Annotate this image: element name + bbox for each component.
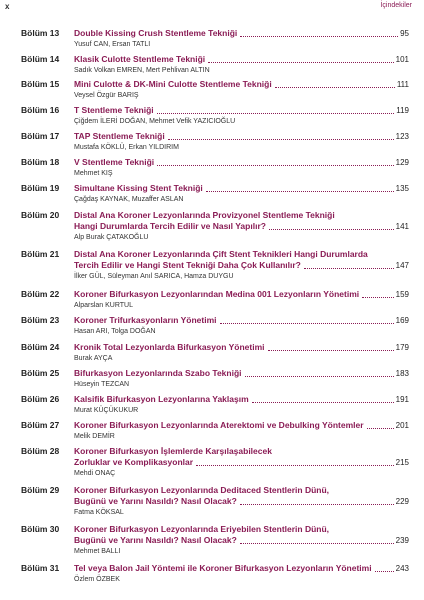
page-reference[interactable]: 129 bbox=[395, 158, 409, 167]
chapter-title-line[interactable]: Kalsifik Bifurkasyon Lezyonlarına Yaklaşım bbox=[74, 394, 249, 404]
page-reference[interactable]: 119 bbox=[396, 106, 409, 115]
chapter-title-row bbox=[74, 535, 409, 546]
chapter-entry-body bbox=[74, 54, 409, 76]
chapter-title-row bbox=[74, 368, 409, 379]
chapter-title-row bbox=[74, 394, 409, 405]
chapter-title-row bbox=[74, 315, 409, 326]
chapter-authors: Burak AYÇA bbox=[74, 355, 113, 362]
page-reference[interactable]: 147 bbox=[395, 261, 409, 270]
page-reference[interactable]: 179 bbox=[395, 343, 409, 352]
chapter-title-row bbox=[74, 79, 409, 90]
chapter-title-line[interactable]: Koroner Trifurkasyonların Yönetimi bbox=[74, 315, 217, 325]
chapter-entry-body bbox=[74, 79, 409, 101]
chapter-authors: Mehmet BALLI bbox=[74, 548, 121, 555]
chapter-title-line[interactable]: Koroner Bifurkasyon Lezyonlarından Medina 001 Lezyonların Yönetimi bbox=[74, 289, 360, 299]
chapter-title-row bbox=[74, 54, 409, 65]
chapter-entry-body bbox=[74, 342, 409, 364]
page-reference[interactable]: 111 bbox=[396, 80, 409, 89]
chapter-title-row bbox=[74, 457, 409, 468]
chapter-entry-body bbox=[74, 446, 409, 479]
chapter-authors: Alparslan KURTUL bbox=[74, 302, 134, 309]
dot-leader bbox=[268, 349, 394, 351]
chapter-title-row bbox=[74, 420, 409, 431]
chapter-title-line[interactable]: Hangi Durumlarda Tercih Edilir ve Nasıl Yapılır? bbox=[74, 221, 266, 231]
chapter-title-line[interactable]: Distal Ana Koroner Lezyonlarında Provizyonel Stentleme Tekniği bbox=[74, 210, 335, 220]
chapter-number: Bölüm 13 bbox=[21, 28, 60, 38]
chapter-authors: Fatma KÖKSAL bbox=[74, 509, 124, 516]
chapter-entry-body bbox=[74, 210, 409, 243]
chapter-authors: Çağdaş KAYNAK, Muzaffer ASLAN bbox=[74, 196, 184, 203]
chapter-entry-body bbox=[74, 157, 409, 179]
chapter-entry-body bbox=[74, 420, 409, 442]
dot-leader bbox=[157, 112, 395, 114]
chapter-title-line[interactable]: Bifurkasyon Lezyonlarında Szabo Tekniği bbox=[74, 368, 242, 378]
dot-leader bbox=[275, 86, 395, 88]
chapter-authors: Hasan ARI, Tolga DOĞAN bbox=[74, 328, 156, 335]
chapter-title-line[interactable]: Simultane Kissing Stent Tekniği bbox=[74, 183, 203, 193]
page-reference[interactable]: 229 bbox=[395, 497, 409, 506]
dot-leader bbox=[168, 138, 394, 140]
chapter-number: Bölüm 30 bbox=[21, 524, 60, 534]
chapter-entry-body bbox=[74, 524, 409, 557]
dot-leader bbox=[375, 570, 394, 572]
page-reference[interactable]: 215 bbox=[395, 458, 409, 467]
chapter-title-row bbox=[74, 157, 409, 168]
chapter-entry-body bbox=[74, 249, 409, 282]
chapter-number: Bölüm 19 bbox=[21, 183, 60, 193]
chapter-authors: Hüseyin TEZCAN bbox=[74, 381, 130, 388]
dot-leader bbox=[304, 267, 394, 269]
chapter-authors: Alp Burak ÇATAKOĞLU bbox=[74, 234, 149, 241]
page-reference[interactable]: 141 bbox=[395, 222, 409, 231]
chapter-title-row bbox=[74, 342, 409, 353]
chapter-authors: Veysel Özgür BARIŞ bbox=[74, 92, 139, 99]
chapter-number: Bölüm 16 bbox=[21, 105, 60, 115]
chapter-title-line[interactable]: Koroner Bifurkasyon Lezyonlarında Eriyebilen Stentlerin Dünü, bbox=[74, 524, 330, 534]
dot-leader bbox=[206, 190, 394, 192]
dot-leader bbox=[157, 164, 394, 166]
chapter-title-line[interactable]: Tercih Edilir ve Hangi Stent Tekniği Daha Çok Kullanılır? bbox=[74, 260, 301, 270]
chapter-title-line[interactable]: Koroner Bifurkasyon Lezyonlarında Aterektomi ve Debulking Yöntemler bbox=[74, 420, 364, 430]
chapter-title-line[interactable]: Mini Culotte & DK-Mini Culotte Stentleme Tekniği bbox=[74, 79, 272, 89]
chapter-title-row bbox=[74, 28, 409, 39]
page-reference[interactable]: 191 bbox=[395, 395, 409, 404]
chapter-title-row bbox=[74, 563, 409, 574]
dot-leader bbox=[240, 503, 394, 505]
chapter-title-row bbox=[74, 183, 409, 194]
chapter-title-line[interactable]: Double Kissing Crush Stentleme Tekniği bbox=[74, 28, 238, 38]
chapter-title-line[interactable]: Distal Ana Koroner Lezyonlarında Çift Stent Teknikleri Hangi Durumlarda bbox=[74, 249, 368, 259]
chapter-title-row bbox=[74, 289, 409, 300]
page-reference[interactable]: 101 bbox=[395, 55, 409, 64]
page-reference[interactable]: 243 bbox=[395, 564, 409, 573]
chapter-title-line[interactable]: T Stentleme Tekniği bbox=[74, 105, 154, 115]
chapter-authors: Mehmet KIŞ bbox=[74, 170, 113, 177]
dot-leader bbox=[220, 322, 394, 324]
chapter-title-line[interactable]: Kronik Total Lezyonlarda Bifurkasyon Yönetimi bbox=[74, 342, 265, 352]
page-header bbox=[0, 0, 424, 16]
chapter-authors: Sadık Volkan EMREN, Mert Pehlivan ALTIN bbox=[74, 67, 210, 74]
chapter-entry-body bbox=[74, 289, 409, 311]
chapter-number: Bölüm 17 bbox=[21, 131, 60, 141]
page-reference[interactable]: 123 bbox=[395, 132, 409, 141]
chapter-title-line[interactable]: V Stentleme Tekniği bbox=[74, 157, 155, 167]
page-reference[interactable]: 183 bbox=[395, 369, 409, 378]
dot-leader bbox=[196, 464, 394, 466]
chapter-authors: Yusuf CAN, Ersan TATLI bbox=[74, 41, 151, 48]
chapter-number: Bölüm 24 bbox=[21, 342, 60, 352]
chapter-entry-body bbox=[74, 394, 409, 416]
chapter-authors: İlker GÜL, Süleyman Anıl SARICA, Hamza DUYGU bbox=[74, 273, 234, 280]
chapter-number: Bölüm 14 bbox=[21, 54, 60, 64]
chapter-number: Bölüm 15 bbox=[21, 79, 60, 89]
chapter-entry-body bbox=[74, 131, 409, 153]
dot-leader bbox=[252, 401, 394, 403]
page-reference[interactable]: 239 bbox=[395, 536, 409, 545]
page-number: x bbox=[5, 2, 10, 11]
chapter-number: Bölüm 25 bbox=[21, 368, 60, 378]
chapter-number: Bölüm 31 bbox=[21, 563, 60, 573]
chapter-title-row bbox=[74, 260, 409, 271]
dot-leader bbox=[208, 61, 393, 63]
chapter-title-line[interactable]: Bugünü ve Yarını Nasıldı? Nasıl Olacak? bbox=[74, 535, 237, 545]
chapter-authors: Murat KÜÇÜKUKUR bbox=[74, 407, 139, 414]
chapter-title-line[interactable]: Tel veya Balon Jail Yöntemi ile Koroner Bifurkasyon Lezyonların Yönetimi bbox=[74, 563, 372, 573]
page-reference[interactable]: 135 bbox=[395, 184, 409, 193]
page-reference[interactable]: 201 bbox=[395, 421, 409, 430]
chapter-authors: Mustafa KÖKLÜ, Erkan YILDIRIM bbox=[74, 144, 179, 151]
chapter-number: Bölüm 22 bbox=[21, 289, 60, 299]
chapter-entry-body bbox=[74, 28, 409, 50]
page-reference[interactable]: 95 bbox=[400, 29, 409, 38]
chapter-title-line[interactable]: TAP Stentleme Tekniği bbox=[74, 131, 165, 141]
chapter-authors: Çiğdem İLERİ DOĞAN, Mehmet Vefik YAZICIOĞLU bbox=[74, 118, 236, 125]
dot-leader bbox=[240, 35, 398, 37]
chapter-entry-body bbox=[74, 183, 409, 205]
chapter-title-line[interactable]: Koroner Bifurkasyon Lezyonlarında Deditaced Stentlerin Dünü, bbox=[74, 485, 330, 495]
section-title: İçindekiler bbox=[380, 2, 412, 9]
chapter-title-row bbox=[74, 131, 409, 142]
chapter-title-row bbox=[74, 496, 409, 507]
chapter-authors: Melik DEMİR bbox=[74, 433, 115, 440]
dot-leader bbox=[245, 375, 394, 377]
chapter-authors: Özlem ÖZBEK bbox=[74, 576, 120, 583]
chapter-number: Bölüm 23 bbox=[21, 315, 60, 325]
chapter-number: Bölüm 20 bbox=[21, 210, 60, 220]
dot-leader bbox=[240, 542, 394, 544]
chapter-title-row bbox=[74, 105, 409, 116]
page-reference[interactable]: 169 bbox=[395, 316, 409, 325]
dot-leader bbox=[269, 228, 394, 230]
chapter-number: Bölüm 21 bbox=[21, 249, 60, 259]
chapter-title-line[interactable]: Klasik Culotte Stentleme Tekniği bbox=[74, 54, 206, 64]
chapter-title-line[interactable]: Bugünü ve Yarını Nasıldı? Nasıl Olacak? bbox=[74, 496, 237, 506]
chapter-authors: Mehdi ONAÇ bbox=[74, 470, 116, 477]
chapter-entry-body bbox=[74, 105, 409, 127]
chapter-number: Bölüm 29 bbox=[21, 485, 60, 495]
chapter-number: Bölüm 18 bbox=[21, 157, 60, 167]
dot-leader bbox=[367, 427, 394, 429]
chapter-entry-body bbox=[74, 368, 409, 390]
chapter-title-line[interactable]: Zorluklar ve Komplikasyonlar bbox=[74, 457, 194, 467]
chapter-number: Bölüm 28 bbox=[21, 446, 60, 456]
chapter-number: Bölüm 26 bbox=[21, 394, 60, 404]
chapter-title-line[interactable]: Koroner Bifurkasyon İşlemlerde Karşılaşabilecek bbox=[74, 446, 272, 456]
dot-leader bbox=[362, 296, 394, 298]
chapter-number: Bölüm 27 bbox=[21, 420, 60, 430]
chapter-entry-body bbox=[74, 485, 409, 518]
chapter-entry-body bbox=[74, 315, 409, 337]
chapter-entry-body bbox=[74, 563, 409, 585]
page-reference[interactable]: 159 bbox=[395, 290, 409, 299]
chapter-title-row bbox=[74, 221, 409, 232]
